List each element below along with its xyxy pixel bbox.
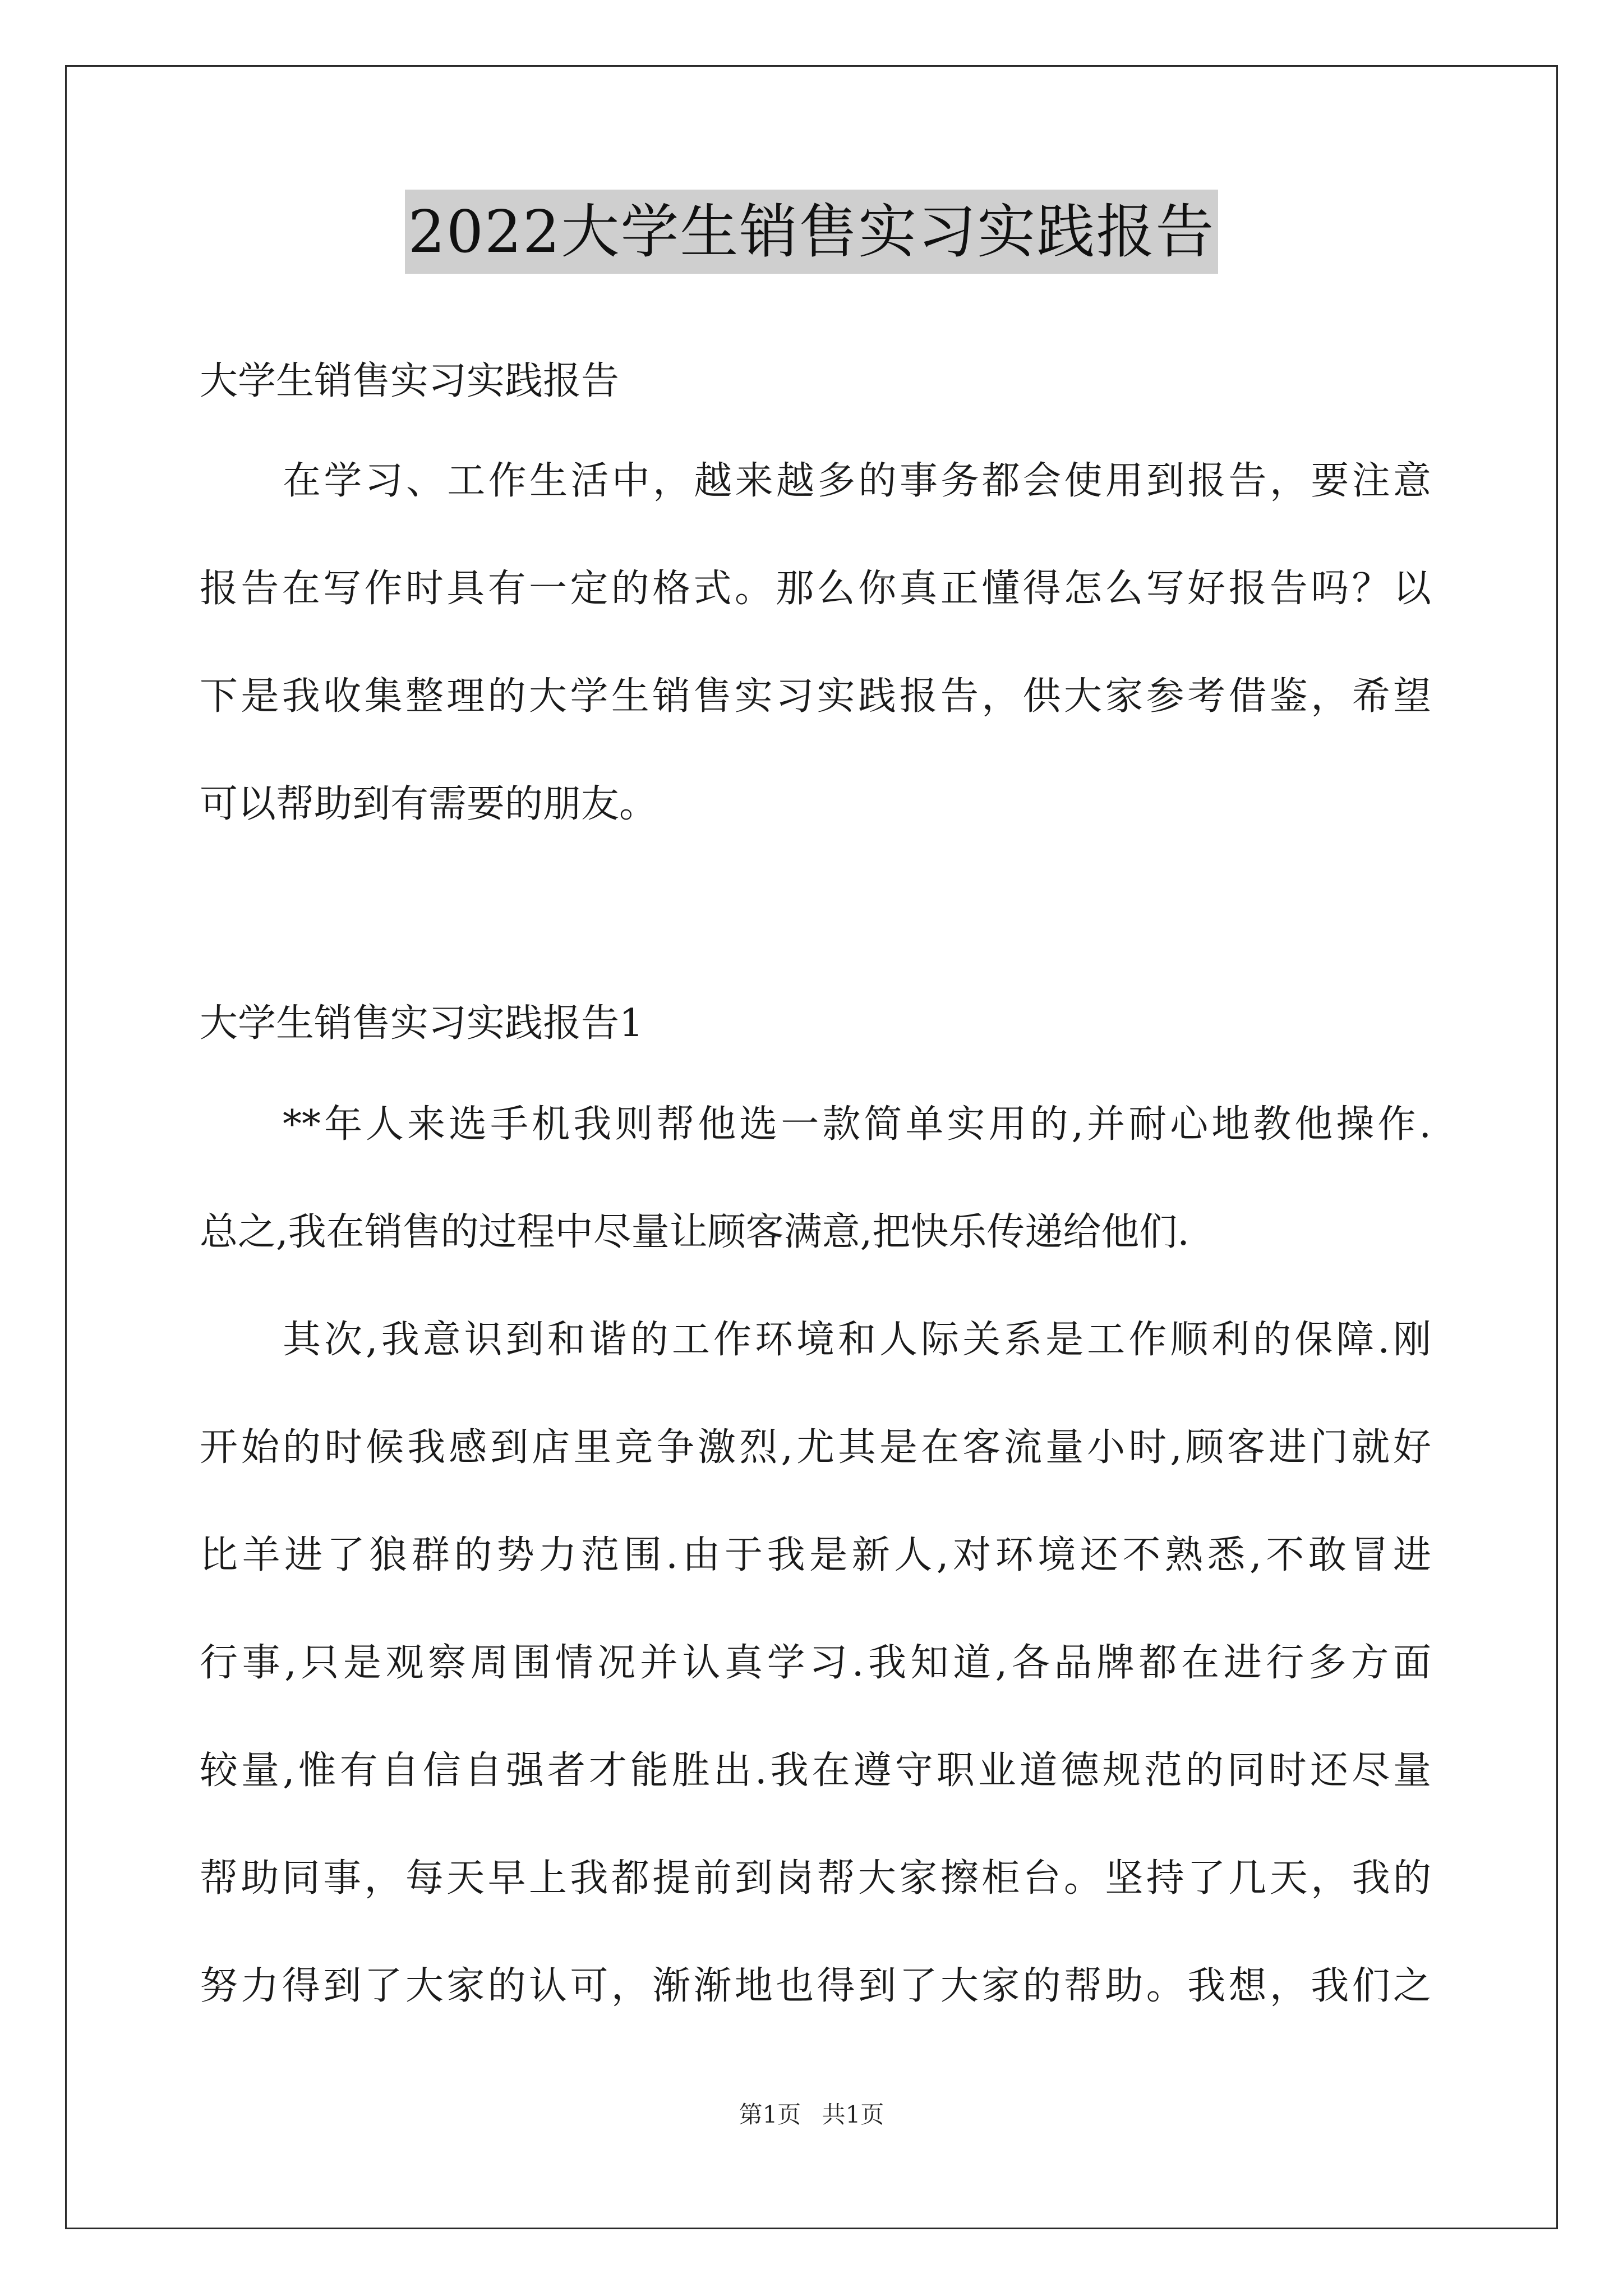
paragraph-line: 努力得到了大家的认可，渐渐地也得到了大家的帮助。我想，我们之 (200, 1964, 1431, 2008)
paragraph-line: 帮助同事，每天早上我都提前到岗帮大家擦柜台。坚持了几天，我的 (200, 1856, 1431, 1901)
paragraph-line: 总之,我在销售的过程中尽量让顾客满意,把快乐传递给他们. (200, 1210, 1189, 1254)
paragraph-line: 比羊进了狼群的势力范围.由于我是新人,对环境还不熟悉,不敢冒进 (200, 1533, 1431, 1577)
intro-line: 报告在写作时具有一定的格式。那么你真正懂得怎么写好报告吗？以 (200, 567, 1431, 611)
paragraph-line: 其次,我意识到和谐的工作环境和人际关系是工作顺利的保障.刚 (283, 1318, 1431, 1362)
paragraph-line: 较量,惟有自信自强者才能胜出.我在遵守职业道德规范的同时还尽量 (200, 1749, 1431, 1793)
title-container (0, 190, 1623, 274)
paragraph-line: 行事,只是观察周围情况并认真学习.我知道,各品牌都在进行多方面 (200, 1641, 1431, 1685)
intro-line: 可以帮助到有需要的朋友。 (200, 782, 658, 826)
page-total: 共1页 (822, 2101, 884, 2128)
page-footer (0, 2098, 1623, 2132)
page-number: 第1页 (739, 2101, 801, 2128)
section-heading: 大学生销售实习实践报告1 (200, 1001, 644, 1046)
intro-line: 下是我收集整理的大学生销售实习实践报告，供大家参考借鉴，希望 (200, 674, 1431, 719)
document-subtitle: 大学生销售实习实践报告 (200, 359, 620, 403)
intro-line: 在学习、工作生活中，越来越多的事务都会使用到报告，要注意 (283, 459, 1431, 503)
paragraph-line: 开始的时候我感到店里竞争激烈,尤其是在客流量小时,顾客进门就好 (200, 1425, 1431, 1470)
paragraph-line: **年人来选手机我则帮他选一款简单实用的,并耐心地教他操作. (283, 1102, 1431, 1147)
document-title: 2022大学生销售实习实践报告 (405, 190, 1219, 274)
